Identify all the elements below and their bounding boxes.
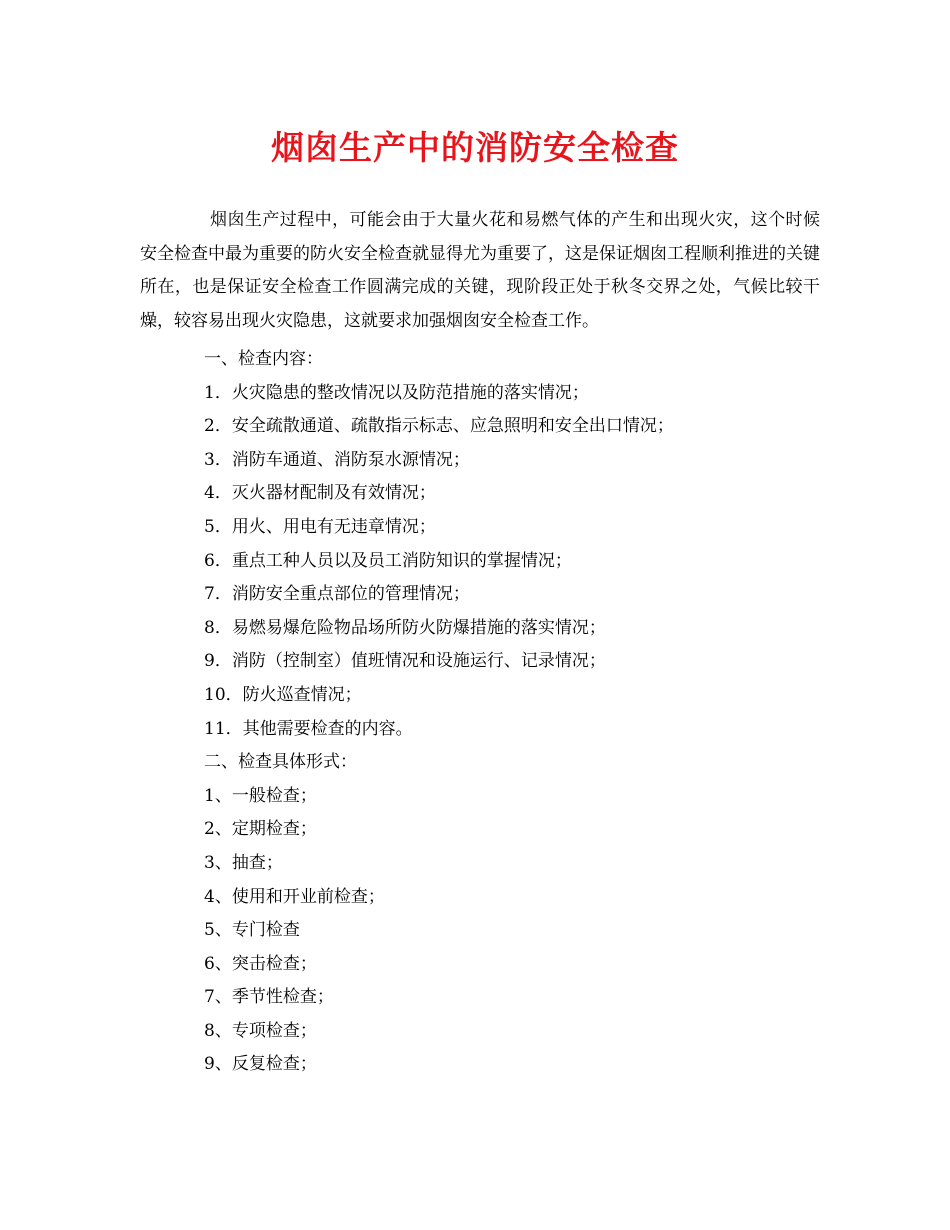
list-item: 5、专门检查 [204, 920, 300, 941]
list-item: 6．重点工种人员以及员工消防知识的掌握情况； [204, 550, 572, 571]
list-item: 3．消防车通道、消防泵水源情况； [204, 449, 470, 470]
list-item: 4．灭火器材配制及有效情况； [204, 483, 436, 504]
intro-paragraph: 烟囱生产过程中，可能会由于大量火花和易燃气体的产生和出现火灾，这个时候安全检查中最为重要的防火安全检查就显得尤为重要了，这是保证烟囱工程顺利推进的关键所在，也是保证安全检查工作圆满完成的关键，现阶段正处于秋冬交界之处，气候比较干燥，较容易出现火灾隐患，这就要求加强烟囱安全检查工作。 [140, 210, 820, 331]
list-item: 2、定期检查； [204, 819, 317, 840]
list-item: 6、突击检查； [204, 953, 317, 974]
document-title: 烟囱生产中的消防安全检查 [271, 128, 679, 167]
list-item: 11．其他需要检查的内容。 [204, 718, 413, 739]
list-item: 10．防火巡查情况； [204, 684, 362, 705]
list-item: 5．用火、用电有无违章情况； [204, 516, 436, 537]
list-item: 8、专项检查； [204, 1020, 317, 1041]
list-item: 4、使用和开业前检查； [204, 886, 385, 907]
list-item: 1、一般检查； [204, 785, 317, 806]
section-heading: 一、检查内容： [204, 349, 323, 369]
list-item: 9、反复检查； [204, 1054, 317, 1075]
list-item: 7、季节性检查； [204, 987, 334, 1008]
list-item: 7．消防安全重点部位的管理情况； [204, 584, 470, 605]
section-heading: 二、检查具体形式： [204, 752, 357, 773]
content-lines [204, 343, 674, 1082]
list-item: 1．火灾隐患的整改情况以及防范措施的落实情况； [204, 382, 589, 403]
list-item: 3、抽查； [204, 852, 283, 873]
list-item: 8．易燃易爆危险物品场所防火防爆措施的落实情况； [204, 617, 606, 638]
list-item: 2．安全疏散通道、疏散指示标志、应急照明和安全出口情况； [204, 416, 674, 437]
list-item: 9．消防（控制室）值班情况和设施运行、记录情况； [204, 651, 606, 672]
